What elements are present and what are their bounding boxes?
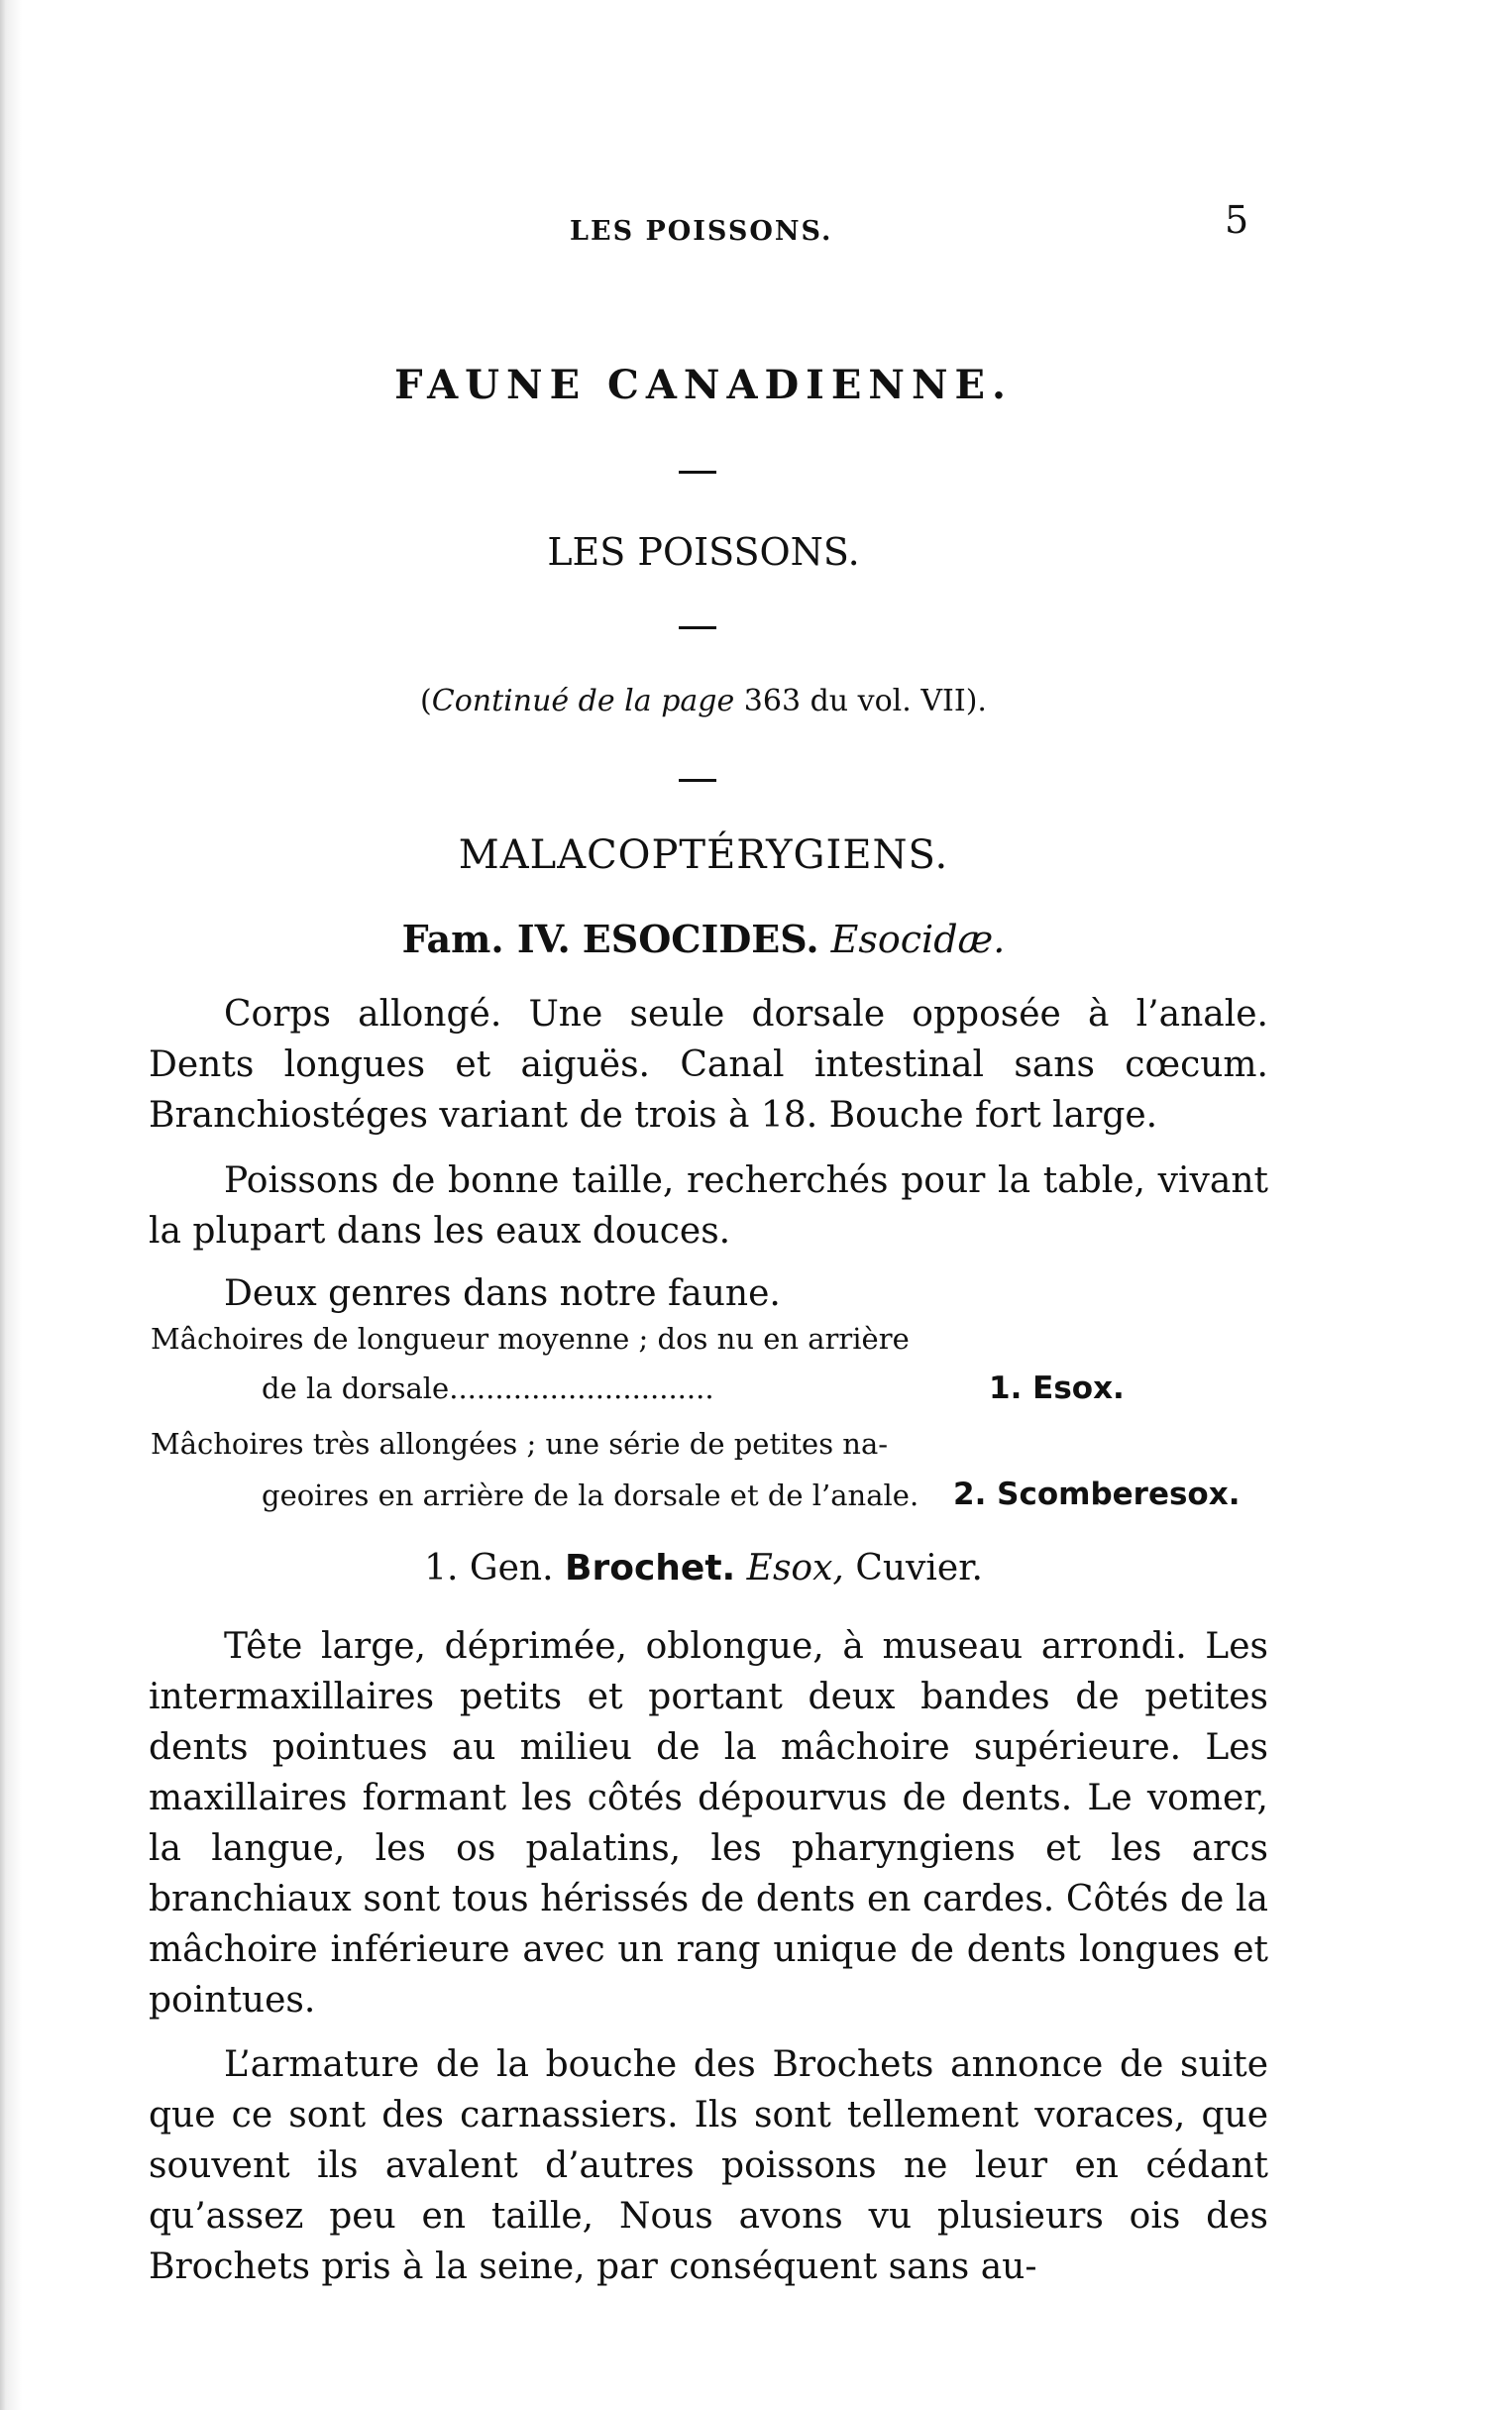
family-title bbox=[0, 917, 1407, 961]
key-entry-1-line-1: Mâchoires de longueur moyenne ; dos nu en arrière bbox=[151, 1322, 910, 1356]
family-latin-name: Esocidæ. bbox=[830, 918, 1006, 961]
key-entry-2-line-2: geoires en arrière de la dorsale et de l’anale. bbox=[262, 1479, 919, 1512]
section-title: LES POISSONS. bbox=[547, 530, 860, 574]
divider-rule bbox=[679, 626, 716, 629]
page-number: 5 bbox=[1225, 198, 1249, 242]
genus-name: Brochet. bbox=[565, 1548, 736, 1588]
continuation-note-italic: Continué de la page bbox=[431, 684, 735, 718]
genus-latin-name: Esox, bbox=[746, 1548, 844, 1588]
main-title: FAUNE CANADIENNE. bbox=[394, 362, 1013, 408]
continuation-note: (Continué de la page 363 du vol. VII). bbox=[420, 684, 987, 718]
genus-number: 1. Gen. bbox=[424, 1548, 554, 1588]
family-name: ESOCIDES. bbox=[582, 917, 819, 961]
running-head: LES POISSONS. bbox=[570, 216, 833, 247]
family-number: Fam. IV. bbox=[401, 917, 571, 961]
divider-rule bbox=[679, 779, 716, 782]
key-entry-2-taxon: 2. Scomberesox. bbox=[953, 1477, 1241, 1512]
key-entry-1-taxon: 1. Esox. bbox=[989, 1370, 1125, 1406]
order-title: MALACOPTÉRYGIENS. bbox=[458, 832, 949, 878]
key-entry-1-line-2: de la dorsale............................. bbox=[262, 1371, 714, 1405]
genera-count-paragraph: Deux genres dans notre faune. bbox=[224, 1273, 781, 1314]
family-description-paragraph: Corps allongé. Une seule dorsale opposée à l’anale. Dents longues et aiguës. Canal intestinal sans cœcum. Branchiostéges variant de trois à 18. Bouche fort large. bbox=[149, 994, 1268, 1136]
continuation-note-ref: 363 du vol. VII bbox=[743, 684, 966, 718]
genus-description-paragraph: Tête large, déprimée, oblongue, à museau arrondi. Les intermaxillaires petits et portant deux bandes de petites dents pointues au milieu de la mâchoire supérieure. Les maxillaires formant les côtés dépourvus de dents. Le vomer, la langue, les os palatins, les pharyngiens et les arcs branchiaux sont tous hérissés de dents en cardes. Côtés de la mâchoire inférieure avec un rang unique de dents longues et pointues. bbox=[149, 1626, 1268, 2021]
genus-title bbox=[0, 1548, 1407, 1588]
family-habits-paragraph: Poissons de bonne taille, recherchés pour la table, vivant la plupart dans les eaux douces. bbox=[149, 1160, 1268, 1252]
divider-rule bbox=[679, 471, 716, 474]
genus-armature-paragraph: L’armature de la bouche des Brochets annonce de suite que ce sont des carnassiers. Ils sont tellement voraces, que souvent ils avalent d’autres poissons ne leur en cédant qu’assez peu en taille, Nous avons vu plusieurs ois des Brochets pris à la seine, par conséquent sans au- bbox=[149, 2044, 1268, 2287]
genus-author: Cuvier. bbox=[855, 1548, 983, 1588]
key-entry-2-line-1: Mâchoires très allongées ; une série de petites na- bbox=[151, 1427, 889, 1461]
